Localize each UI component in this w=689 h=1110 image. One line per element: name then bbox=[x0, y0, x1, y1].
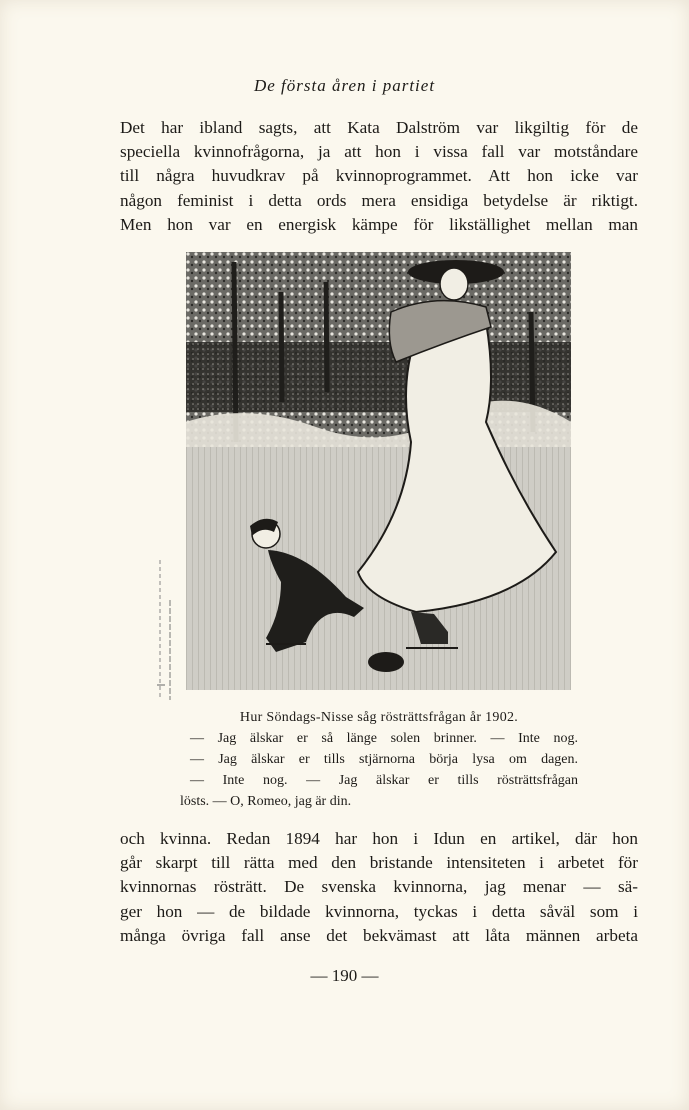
margin-ruler-mark bbox=[157, 560, 175, 700]
paragraph-bottom bbox=[120, 827, 638, 948]
text-line: ger hon — de bildade kvinnorna, tyckas i detta såväl som i bbox=[120, 901, 638, 921]
text-line: Det har ibland sagts, att Kata Dalström var likgiltig för de bbox=[120, 118, 638, 137]
running-header: De första åren i partiet bbox=[253, 76, 436, 95]
paragraph-top bbox=[120, 116, 638, 237]
text-line: till några huvudkrav på kvinnoprogrammet. Att hon icke var bbox=[120, 166, 638, 186]
caption-line: lösts. — O, Romeo, jag är din. bbox=[180, 794, 352, 809]
text-line: någon feminist i detta ords mera ensidiga betydelse är riktigt. bbox=[120, 190, 638, 210]
page-number: — 190 — bbox=[310, 966, 379, 985]
text-line: kvinnornas rösträtt. De svenska kvinnorna, jag menar — sä- bbox=[120, 877, 638, 897]
text-line: går skarpt till rätta med den bristande intensiteten i arbetet för bbox=[120, 853, 638, 873]
caption-line: — Jag älskar er så länge solen brinner. — Inte nog. bbox=[190, 731, 578, 746]
caricature-illustration-icon bbox=[186, 252, 571, 690]
caption-title: Hur Söndags-Nisse såg rösträttsfrågan år 1902. bbox=[239, 710, 519, 725]
caption-line: — Jag älskar er tills stjärnorna börja lysa om dagen. bbox=[190, 752, 578, 767]
text-line: många övriga fall anse det bekvämast att låta männen arbeta bbox=[120, 925, 638, 945]
text-line: Men hon var en energisk kämpe för likställighet mellan man bbox=[120, 214, 638, 234]
text-line: speciella kvinnofrågorna, ja att hon i vissa fall var motståndare bbox=[120, 142, 638, 162]
caption-line: — Inte nog. — Jag älskar er tills rösträttsfrågan bbox=[190, 773, 578, 788]
text-line: och kvinna. Redan 1894 har hon i Idun en artikel, där hon bbox=[120, 829, 638, 848]
figure-caption bbox=[180, 707, 578, 812]
